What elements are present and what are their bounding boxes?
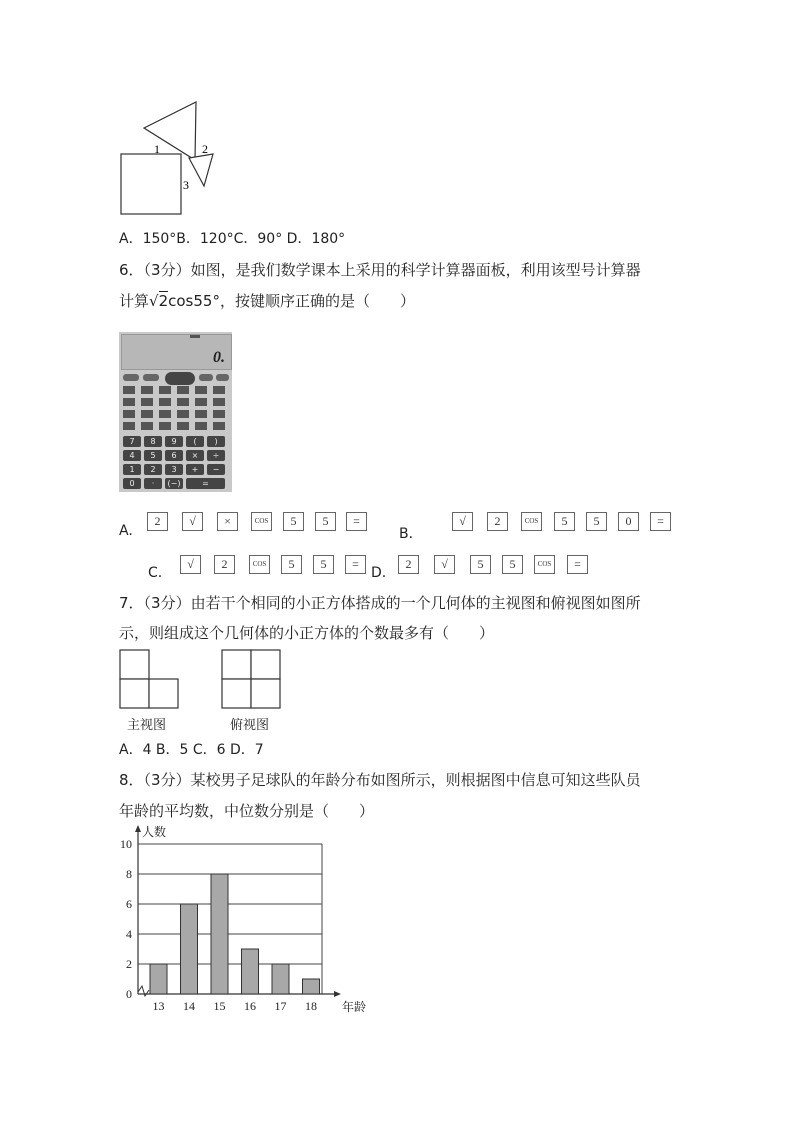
key-0: 0 <box>618 512 639 531</box>
key-2: 2 <box>487 512 508 531</box>
calc-key: 2 <box>144 464 162 475</box>
y-tick-label: 8 <box>126 867 132 881</box>
bar <box>303 979 320 994</box>
x-tick-label: 18 <box>305 999 317 1013</box>
key-5: 5 <box>554 512 575 531</box>
key-2: 2 <box>147 512 168 531</box>
key-5: 5 <box>315 512 336 531</box>
calc-key: · <box>144 478 162 489</box>
calc-key: 6 <box>165 450 183 461</box>
calc-key: 5 <box>144 450 162 461</box>
q8-stem-line2: 年龄的平均数，中位数分别是（ ） <box>119 802 375 820</box>
x-tick-label: 14 <box>183 999 195 1013</box>
key-equals: = <box>345 555 366 574</box>
calc-key: 8 <box>144 436 162 447</box>
key-5: 5 <box>586 512 607 531</box>
calc-key: ÷ <box>207 450 225 461</box>
age-bar-chart <box>110 822 370 1016</box>
calc-key: ) <box>207 436 225 447</box>
calc-key: ( <box>186 436 204 447</box>
key-sqrt: √ <box>434 555 455 574</box>
key-5: 5 <box>283 512 304 531</box>
key-sqrt: √ <box>452 512 473 531</box>
bar <box>150 964 167 994</box>
bar <box>242 949 259 994</box>
calc-key: × <box>186 450 204 461</box>
q6-line2-suffix: cos55°，按键顺序正确的是（ ） <box>168 292 415 310</box>
y-axis-arrow <box>135 825 141 832</box>
q6-option-a-label: A. <box>119 523 133 539</box>
q5-figure <box>110 96 230 220</box>
y-tick-label: 4 <box>126 927 132 941</box>
q8-stem-line1: 8．（3分）某校男子足球队的年龄分布如图所示，则根据图中信息可知这些队员 <box>119 771 641 789</box>
key-cos: COS <box>249 555 270 574</box>
q5-large-triangle <box>144 102 196 160</box>
key-equals: = <box>567 555 588 574</box>
q6-line2-prefix: 计算 <box>119 292 150 310</box>
calc-key: 9 <box>165 436 183 447</box>
q6-stem-line1: 6．（3分）如图，是我们数学课本上采用的科学计算器面板，利用该型号计算器 <box>119 261 641 279</box>
bar <box>211 874 228 994</box>
angle-label-3: 3 <box>183 178 189 192</box>
key-equals: = <box>650 512 671 531</box>
key-5: 5 <box>470 555 491 574</box>
y-tick-label: 0 <box>126 987 132 1001</box>
calculator-image <box>119 332 232 492</box>
calc-key: 0 <box>123 478 141 489</box>
top-view-label: 俯视图 <box>230 718 270 733</box>
y-tick-label: 10 <box>120 837 132 851</box>
x-tick-label: 13 <box>152 999 165 1013</box>
calculator-display <box>121 334 232 370</box>
sqrt-argument: 2 <box>158 292 169 310</box>
q7-options: A．4 B．5 C．6 D．7 <box>119 742 264 758</box>
key-cos: COS <box>521 512 542 531</box>
q6-option-d-label: D. <box>371 565 387 581</box>
calculator-dpad <box>165 372 195 385</box>
q7-stem-line1: 7．（3分）由若干个相同的小正方体搭成的一个几何体的主视图和俯视图如图所 <box>119 594 641 612</box>
key-2: 2 <box>214 555 235 574</box>
calc-key: 4 <box>123 450 141 461</box>
key-sqrt: √ <box>180 555 201 574</box>
q5-small-triangle <box>189 154 213 186</box>
y-axis-label: 人数 <box>142 825 167 839</box>
q7-stem-line2: 示，则组成这个几何体的小正方体的个数最多有（ ） <box>119 624 495 642</box>
key-2: 2 <box>398 555 419 574</box>
q6-option-b-label: B． <box>399 526 423 542</box>
calculator-keypad <box>123 436 230 489</box>
q6-stem-line2 <box>119 290 415 311</box>
key-5: 5 <box>281 555 302 574</box>
top-view-figure <box>220 648 284 710</box>
key-5: 5 <box>313 555 334 574</box>
front-view-label: 主视图 <box>127 718 167 733</box>
front-view-figure <box>118 648 182 710</box>
x-tick-label: 16 <box>244 999 256 1013</box>
key-cos: COS <box>251 512 272 531</box>
q5-options: A．150°B．120°C．90° D．180° <box>119 231 346 247</box>
calc-key: 3 <box>165 464 183 475</box>
key-equals: = <box>346 512 367 531</box>
bar <box>181 904 198 994</box>
key-multiply: × <box>217 512 238 531</box>
calc-key: 1 <box>123 464 141 475</box>
key-cos: COS <box>534 555 555 574</box>
calculator-display-value: 0. <box>213 349 225 366</box>
angle-label-1: 1 <box>154 142 160 156</box>
x-tick-label: 17 <box>274 999 287 1013</box>
x-axis-arrow <box>334 991 341 997</box>
key-sqrt: √ <box>182 512 203 531</box>
bar <box>272 964 289 994</box>
sqrt-symbol: √ <box>149 292 159 310</box>
calc-key: 7 <box>123 436 141 447</box>
key-5: 5 <box>502 555 523 574</box>
q6-option-c-label: C. <box>148 565 163 581</box>
calc-key: − <box>207 464 225 475</box>
calc-key: = <box>186 478 225 489</box>
x-axis-label: 年龄 <box>342 1000 367 1014</box>
angle-label-2: 2 <box>202 142 208 156</box>
q5-square <box>121 154 181 214</box>
calc-key: (−) <box>165 478 183 489</box>
x-tick-label: 15 <box>213 999 226 1013</box>
y-tick-label: 2 <box>126 957 132 971</box>
calc-key: + <box>186 464 204 475</box>
y-tick-label: 6 <box>126 897 132 911</box>
